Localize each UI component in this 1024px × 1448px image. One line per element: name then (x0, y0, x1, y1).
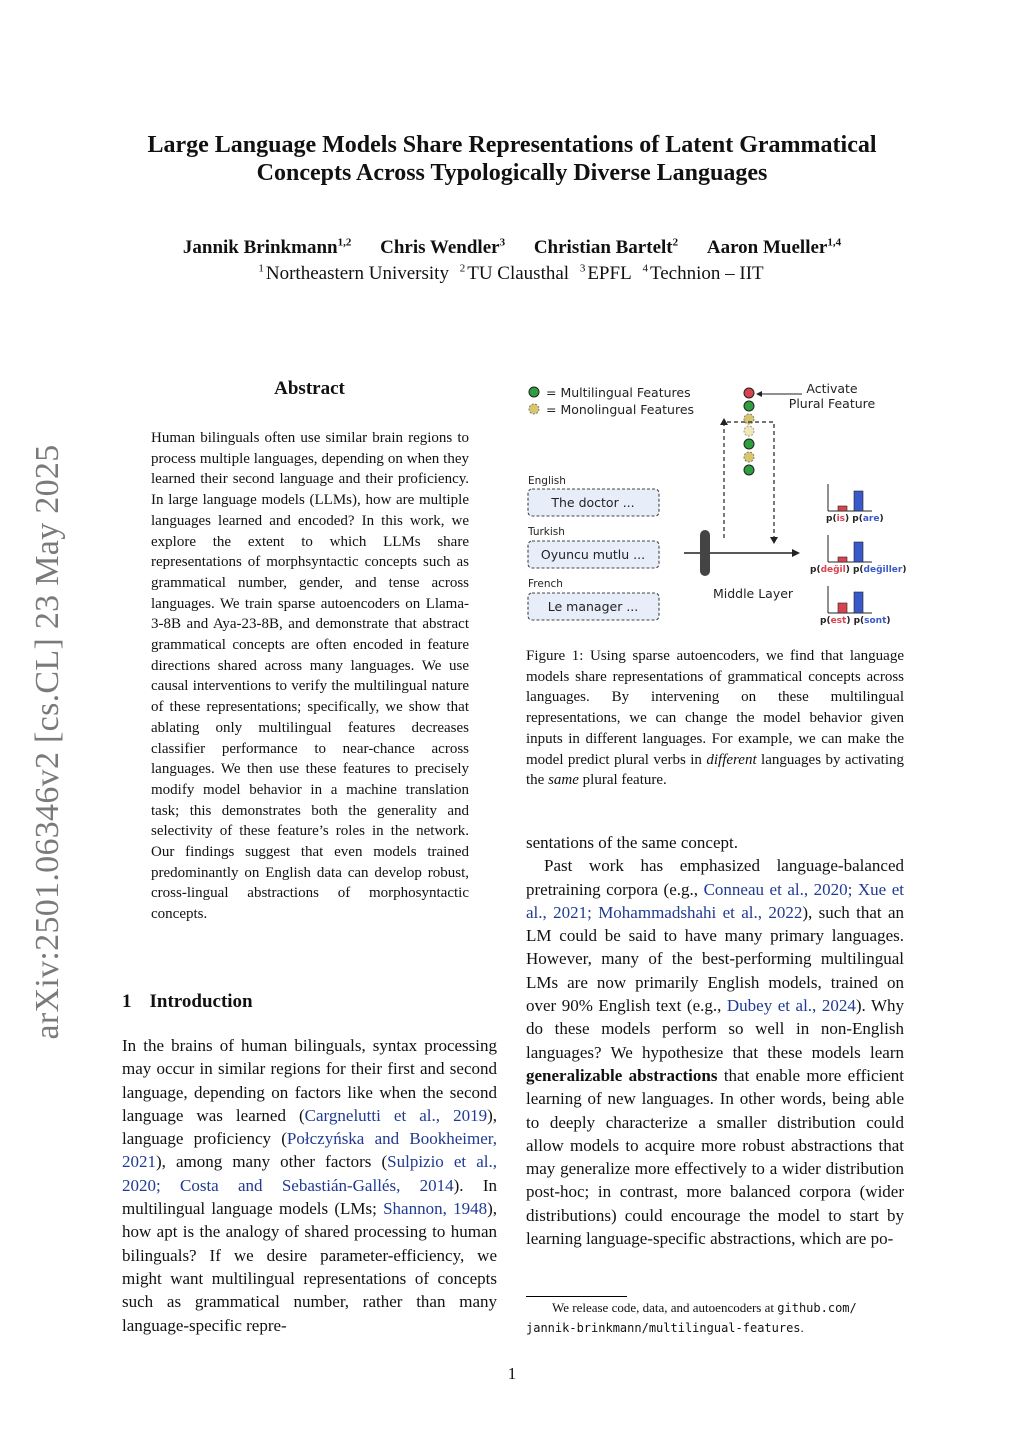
middle-layer-label: Middle Layer (712, 586, 794, 601)
input-text-french: Le manager ... (547, 599, 639, 614)
title-line-2: Concepts Across Typologically Diverse Languages (256, 160, 768, 186)
affiliation: $^3$ EPFL (579, 262, 632, 284)
middle-layer-block (700, 530, 710, 576)
repo-link[interactable]: jannik-brinkmann/multilingual-features (526, 1321, 801, 1335)
legend-multilingual-dot (529, 387, 539, 397)
paper-title (100, 131, 924, 187)
prob-bar-plural (854, 491, 863, 511)
citation-link[interactable]: Conneau et al., 2020; Xue et al., 2021; Mohammadshahi et al., 2022 (526, 879, 905, 922)
prob-label: p(est) p(sont) (820, 616, 891, 626)
citation-link[interactable]: Dubey et al., 2024 (726, 996, 856, 1016)
prob-label: p(is) p(are) (826, 514, 884, 524)
prob-bar-singular (838, 557, 847, 562)
author: Christian Bartelt$^2$ (533, 236, 679, 258)
citation-link[interactable]: Shannon, 1948 (383, 1199, 488, 1219)
abstract-text: Human bilinguals often use similar brain regions to process multiple languages, depending on when they learned their second language and their proficiency. In large language models (LLMs), how are multiple languages learned and encoded? In this work, we explore the extent to which LLMs share representations of morphsyntactic concepts such as grammatical number, gender, and tense across languages. We train sparse autoencoders on Llama-3-8B and Aya-23-8B, and demonstrate that abstract grammatical concepts are often encoded in feature directions shared across many languages. We use causal interventions to verify the multilingual nature of these representations; specifically, we show that ablating only multilingual features decreases classifier performance to near-chance across languages. We then use these features to precisely modify model behavior in a machine translation task; this demonstrates both the generality and selectivity of these feature’s roles in the network. Our findings suggest that even models trained predominantly on English data can develop robust, cross-lingual abstractions of morphosyntactic concepts. (151, 430, 469, 923)
page-number: 1 (507, 1364, 517, 1383)
abstract-heading: Abstract (274, 378, 345, 399)
right-column-text (526, 831, 904, 1250)
repo-link[interactable]: github.com/ (777, 1301, 857, 1315)
title-line-1: Large Language Models Share Representations of Latent Grammatical (147, 132, 877, 158)
section-number: 1 (122, 991, 132, 1012)
prob-bar-plural (854, 542, 863, 562)
multilingual-feature-dot (744, 401, 754, 411)
intro-paragraph: In the brains of human bilinguals, syntax processing may occur in similar regions for their first and second language, depending on factors like when the second language was learned (Cargnelutti et al., 2019), language proficiency (Połczyńska and Bookheimer, 2021), among many other factors (Sulpizio et al., 2020; Costa and Sebastián-Gallés, 2014). In multilingual language models (LMs; Shannon, 1948), how apt is the analogy of shared processing to human bilinguals? If we desire parameter-efficiency, we might want multilingual representations of concepts such as grammatical number, rather than many language-specific repre- (122, 1036, 497, 1335)
prob-bar-singular (838, 506, 847, 511)
monolingual-feature-dot (744, 452, 754, 462)
footnote-rule (526, 1296, 627, 1297)
language-label-turkish: Turkish (528, 526, 565, 538)
activate-label-line-2: Plural Feature (788, 396, 876, 411)
author: Aaron Mueller$^{1,4}$ (706, 236, 842, 258)
sae-decode-arrowhead (770, 537, 778, 544)
paragraph: Past work has emphasized language-balanced pretraining corpora (e.g., Conneau et al., 2020; Xue et al., 2021; Mohammadshahi et al., 2022), such that an LM could be said to have many primary languages. However, many of the best-performing multilingual LMs are now primarily English models, trained on over 90% English text (e.g., Dubey et al., 2024). Why do these models perform so well in non-English languages? We hypothesize that these models learn generalizable abstractions that enable more efficient learning of new languages. In other words, being able to deeply characterize a smaller distribution could allow models to acquire more robust abstractions that may generalize more effectively to a wider distribution post-hoc; in contrast, more balanced corpora (wider distributions) could encourage the model to start by learning language-specific abstractions, which are po- (526, 856, 905, 1249)
paragraph-continuation: sentations of the same concept. (526, 833, 738, 852)
legend-monolingual-label: = Monolingual Features (546, 402, 695, 417)
affiliation: $^1$ Northeastern University (258, 262, 449, 284)
prob-chart-french (820, 586, 891, 626)
author: Jannik Brinkmann$^{1,2}$ (182, 236, 352, 258)
arxiv-stamp: arXiv:2501.06346v2 [cs.CL] 23 May 2025 (29, 444, 66, 1040)
legend-monolingual-dot (529, 404, 539, 414)
activate-arrowhead (756, 391, 762, 397)
sae-encode-arrowhead (720, 418, 728, 425)
legend-multilingual-label: = Multilingual Features (546, 385, 691, 400)
affiliation: $^2$ TU Clausthal (459, 262, 570, 284)
figure-caption: Figure 1: Using sparse autoencoders, we find that language models share representations of grammatical concepts across languages. By intervening on these multilingual representations, we can change the model behavior given inputs in different languages. For example, we can make the model predict plural verbs in different languages by activating the same plural feature. (526, 648, 904, 789)
activate-label-line-1: Activate (806, 381, 858, 396)
citation-link[interactable]: Sulpizio et al., 2020; Costa and Sebastián-Gallés, 2014 (122, 1152, 497, 1195)
affiliation-list (100, 262, 924, 286)
section-title: Introduction (149, 991, 253, 1012)
active-plural-feature-dot (744, 388, 754, 398)
multilingual-feature-dot (744, 465, 754, 475)
figure-1 (520, 378, 910, 640)
input-text-turkish: Oyuncu mutlu ... (540, 547, 646, 562)
citation-link[interactable]: Cargnelutti et al., 2019 (304, 1105, 488, 1125)
multilingual-feature-dot (744, 439, 754, 449)
prob-bar-plural (854, 592, 863, 613)
author-list (100, 236, 924, 260)
input-text-english: The doctor ... (551, 495, 635, 510)
language-label-french: French (528, 578, 563, 590)
author: Chris Wendler$^3$ (380, 236, 506, 258)
affiliation: $^4$ Technion – IIT (642, 262, 764, 284)
prob-label: p(değil) p(değiller) (810, 565, 907, 575)
citation-link[interactable]: Połczyńska and Bookheimer, 2021 (122, 1129, 497, 1172)
footnote: We release code, data, and autoencoders at github.com/ jannik-brinkmann/multilingual-features. (526, 1300, 857, 1335)
language-label-english: English (528, 475, 566, 487)
prob-chart-turkish (810, 535, 906, 575)
monolingual-feature-dot (744, 426, 754, 436)
residual-stream-arrowhead (792, 549, 800, 557)
prob-chart-english (826, 484, 884, 524)
prob-bar-singular (838, 603, 847, 613)
section-heading (122, 991, 253, 1013)
